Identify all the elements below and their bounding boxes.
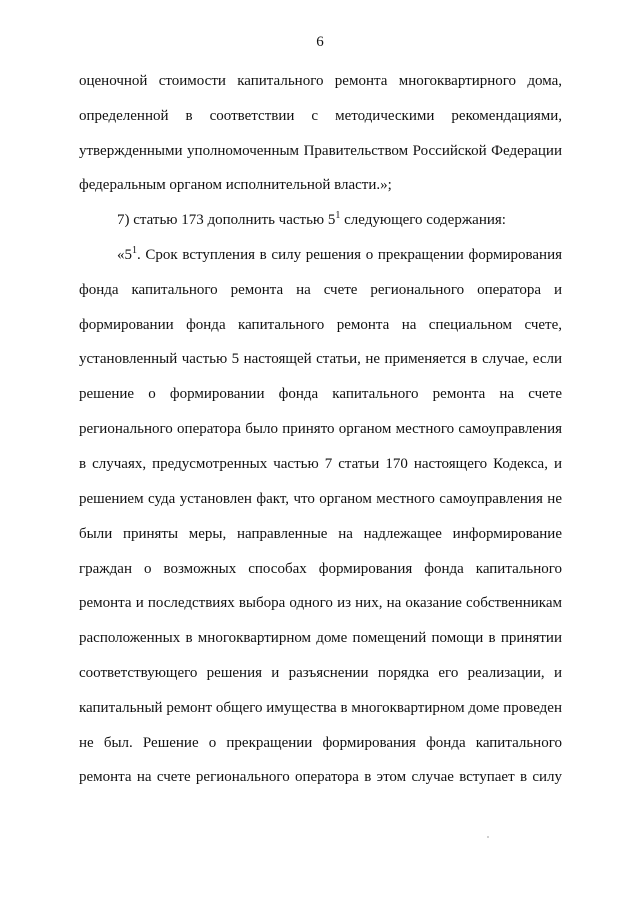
scan-speck	[487, 836, 489, 838]
text-line: расположенных в многоквартирном доме помещений помощи в принятии	[79, 630, 562, 646]
text-line: определенной в соответствии с методическими рекомендациями,	[79, 108, 562, 124]
text-line: не был. Решение о прекращении формирования фонда капитального	[79, 735, 562, 751]
superscript: 1	[335, 210, 341, 221]
text-line: были приняты меры, направленные на надлежащее информирование	[79, 526, 562, 542]
text-line: ремонта на счете регионального оператора в этом случае вступает в силу	[79, 769, 562, 785]
text-line: оценочной стоимости капитального ремонта многоквартирного дома,	[79, 73, 562, 89]
text-line: в случаях, предусмотренных частью 7 статьи 170 настоящего Кодекса, и	[79, 456, 562, 472]
page-number: 6	[316, 34, 324, 50]
text-line: ремонта и последствиях выбора одного из них, на оказание собственникам	[79, 595, 562, 611]
superscript: 1	[132, 245, 137, 256]
amendment-item-7	[117, 211, 562, 229]
text-line: фонда капитального ремонта на счете регионального оператора и	[79, 282, 562, 298]
text-line: граждан о возможных способах формирования фонда капитального	[79, 561, 562, 577]
text-line: соответствующего решения и разъяснении порядка его реализации, и	[79, 665, 562, 681]
text-line: федеральным органом исполнительной власти.»;	[79, 177, 392, 193]
text-line: регионального оператора было принято органом местного самоуправления	[79, 421, 562, 437]
text-line: капитальный ремонт общего имущества в многоквартирном доме проведен	[79, 700, 562, 716]
text-line: утвержденными уполномоченным Правительством Российской Федерации	[79, 143, 562, 159]
amendment-item-7-text-end: следующего содержания:	[340, 212, 506, 228]
text-line: формировании фонда капитального ремонта на специальном счете,	[79, 317, 562, 333]
quote-first-line-text: . Срок вступления в силу решения о прекращении формирования	[137, 247, 562, 263]
text-line: установленный частью 5 настоящей статьи, не применяется в случае, если	[79, 351, 562, 367]
text-line: решение о формировании фонда капитального ремонта на счете	[79, 386, 562, 402]
amendment-item-7-text: 7) статью 173 дополнить частью 5	[117, 212, 336, 228]
quote-open-text: «5	[117, 247, 132, 263]
quoted-paragraph-start	[117, 246, 562, 264]
text-line: решением суда установлен факт, что органом местного самоуправления не	[79, 491, 562, 507]
